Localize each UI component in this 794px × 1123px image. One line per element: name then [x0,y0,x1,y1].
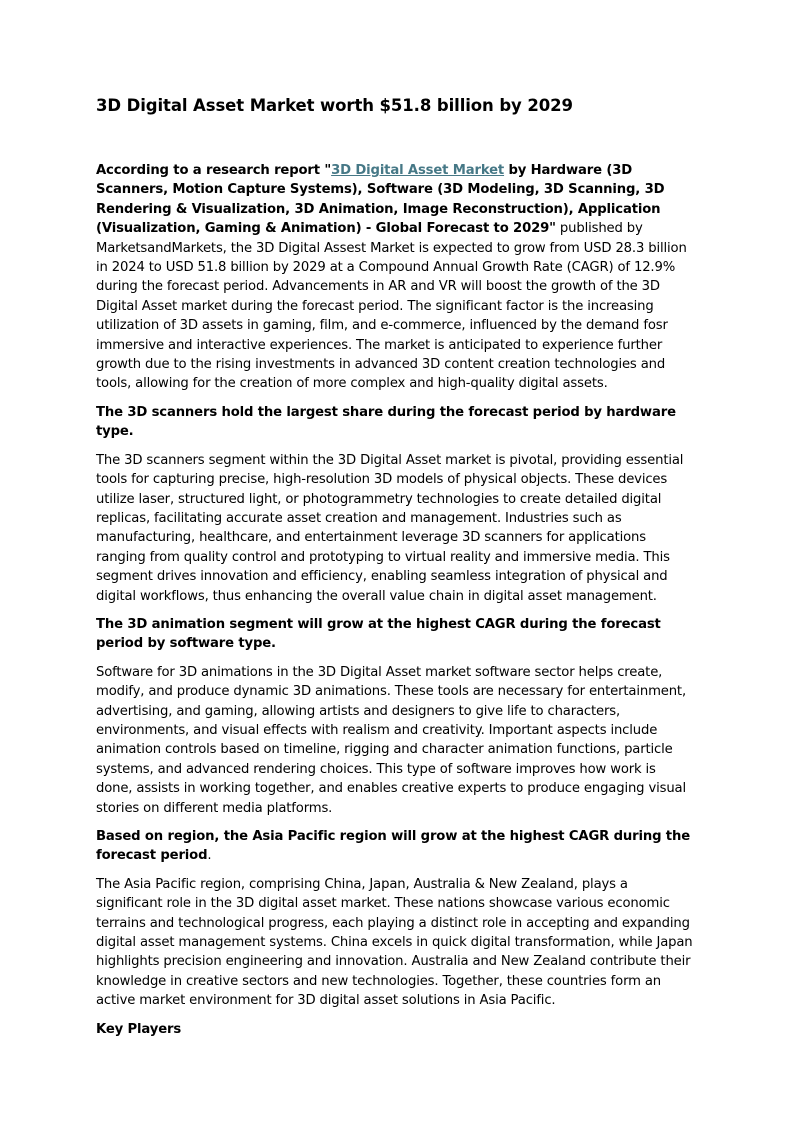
section-body-hardware: The 3D scanners segment within the 3D Digital Asset market is pivotal, providing essential tools for capturing precise, high-resolution 3D models of physical objects. These devices utilize laser, structured light, or photogrammetry technologies to create detailed digital replicas, facilitating accurate asset creation and management. Industries such as manufacturing, healthcare, and entertainment leverage 3D scanners for applications ranging from quality control and prototyping to virtual reality and immersive media. This segment drives innovation and efficiency, enabling seamless integration of physical and digital workflows, thus enhancing the overall value chain in digital asset management. [96,452,684,604]
section-heading-hardware: The 3D scanners hold the largest share during the forecast period by hardware type. [96,404,676,440]
section-body-region: The Asia Pacific region, comprising China, Japan, Australia & New Zealand, plays a significant role in the 3D digital asset market. These nations showcase various economic terrains and technological progress, each playing a distinct role in accepting and expanding digital asset management systems. China excels in quick digital transformation, while Japan highlights precision engineering and innovation. Australia and New Zealand contribute their knowledge in creative sectors and new technologies. Together, these countries form an active market environment for 3D digital asset solutions in Asia Pacific. [96,876,693,1009]
key-players-heading: Key Players [96,1021,182,1037]
intro-prefix: According to a research report " [96,163,332,178]
section-heading-region-suffix: . [207,848,212,864]
intro-paragraph [96,161,696,394]
section-heading-software: The 3D animation segment will grow at the highest CAGR during the forecast period by software type. [96,616,661,652]
section-body-software: Software for 3D animations in the 3D Digital Asset market software sector helps create, modify, and produce dynamic 3D animations. These tools are necessary for entertainment, advertising, and gaming, allowing artists and designers to give life to characters, environments, and visual effects with realism and creativity. Important aspects include animation controls based on timeline, rigging and character animation functions, particle systems, and advanced rendering choices. This type of software improves how work is done, assists in working together, and enables creative experts to produce engaging visual stories on different media platforms. [96,664,686,816]
intro-body: published by MarketsandMarkets, the 3D Digital Assest Market is expected to grow from USD 28.3 billion in 2024 to USD 51.8 billion by 2029 at a Compound Annual Growth Rate (CAGR) of 12.9% during the forecast period. Advancements in AR and VR will boost the growth of the 3D Digital Asset market during the forecast period. The significant factor is the increasing utilization of 3D assets in gaming, film, and e-commerce, influenced by the demand fosr immersive and interactive experiences. The market is anticipated to experience further growth due to the rising investments in advanced 3D content creation technologies and tools, allowing for the creation of more complex and high-quality digital assets. [96,221,687,392]
page-title: 3D Digital Asset Market worth $51.8 billion by 2029 [96,96,573,115]
report-link[interactable]: 3D Digital Asset Market [331,163,505,178]
section-heading-region-wrapper [96,827,696,866]
document-page [96,94,696,1048]
section-heading-region: Based on region, the Asia Pacific region will grow at the highest CAGR during the forecast period [96,829,690,864]
intro-report-title: by Hardware (3D Scanners, Motion Capture Systems), Software (3D Modeling, 3D Scanning, 3D Rendering & Visualization, 3D Animation, Image Reconstruction), Application (Visualization, Gaming & Animation) - Global Forecast to 2029" [96,163,665,237]
